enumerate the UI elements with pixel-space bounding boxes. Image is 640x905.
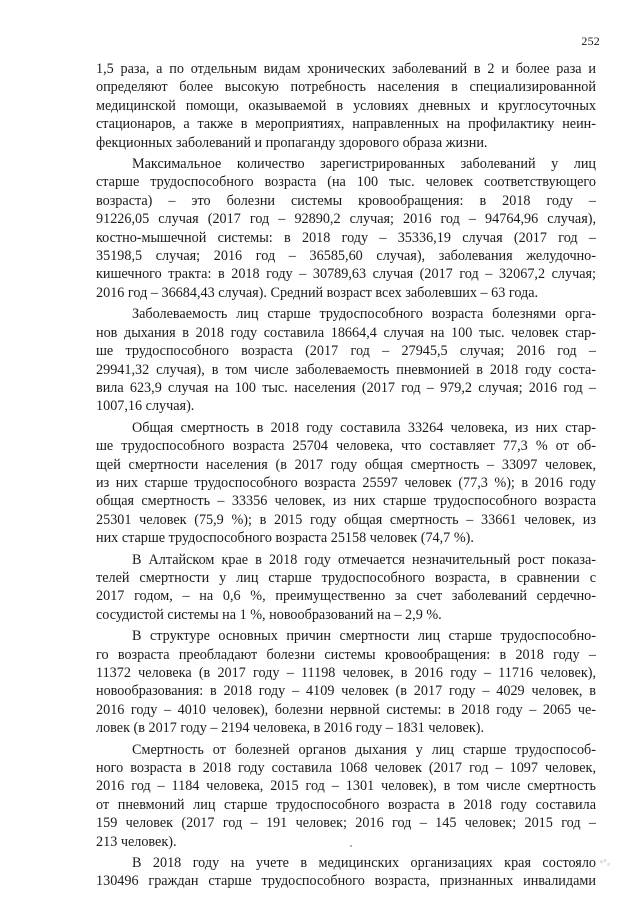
text-line: 159 человек (2017 год – 191 человек; 2016 год – 145 человек; 2015 год –	[96, 815, 596, 832]
paragraph	[96, 60, 596, 152]
text-line: го возраста преобладают болезни системы кровообращения: в 2018 году –	[96, 646, 596, 663]
text-line: Смертность от болезней органов дыхания у лиц старше трудоспособ-	[132, 741, 596, 758]
text-line: 35198,5 случая; 2016 год – 36585,60 случая), заболевания желудочно-	[96, 248, 596, 265]
text-line: костно-мышечной системы: в 2018 году – 35336,19 случая (2017 год –	[96, 229, 596, 246]
paragraph	[96, 627, 596, 737]
text-line: В Алтайском крае в 2018 году отмечается незначительный рост показа-	[132, 551, 596, 568]
text-line: медицинской помощи, оказываемой в условиях дневных и круглосуточных	[96, 97, 596, 114]
scan-dot	[350, 845, 352, 847]
text-line: 2016 году – 4010 человек), болезни нервной системы: в 2018 году – 2065 че-	[96, 701, 596, 718]
text-line: из них старше трудоспособного возраста 25597 человек (77,3 %); в 2016 году	[96, 474, 596, 491]
text-line: 1007,16 случая).	[96, 398, 195, 415]
text-line: вила 623,9 случая на 100 тыс. населения (2017 год – 979,2 случая; 2016 год –	[96, 379, 596, 396]
text-line: 1,5 раза, а по отдельным видам хронических заболеваний в 2 и более раза и	[96, 61, 596, 77]
text-line: Заболеваемость лиц старше трудоспособного возраста болезнями орга-	[132, 306, 596, 323]
page-number: 252	[581, 34, 600, 48]
body-text	[96, 60, 596, 891]
text-line: Максимальное количество зарегистрированных заболеваний у лиц	[132, 156, 596, 173]
text-line: 29941,32 случая), в том числе заболеваемость пневмонией в 2018 году соста-	[96, 361, 596, 378]
text-line: 130496 граждан старше трудоспособного возраста, признанных инвалидами	[96, 873, 596, 890]
text-line: нов дыхания в 2018 году составила 18664,4 случая на 100 тыс. человек стар-	[96, 324, 596, 341]
paragraph	[96, 305, 596, 415]
text-line: В 2018 году на учете в медицинских организациях края состояло	[132, 855, 596, 872]
text-line: них старше трудоспособного возраста 25158 человек (74,7 %).	[96, 530, 474, 547]
paragraph	[96, 741, 596, 851]
text-line: В структуре основных причин смертности лиц старше трудоспособно-	[132, 628, 596, 645]
text-line: ше трудоспособного возраста (2017 год – 27945,5 случая; 2016 год –	[96, 343, 596, 360]
text-line: определяют более высокую потребность населения в специализированной	[96, 79, 596, 96]
text-line: кишечного тракта: в 2018 году – 30789,63 случая (2017 год – 32067,2 случая;	[96, 266, 596, 283]
text-line: 2016 год – 36684,43 случая). Средний возраст всех заболевших – 63 года.	[96, 284, 539, 301]
text-line: 2017 годом, – на 0,6 %, преимущественно за счет заболеваний сердечно-	[96, 588, 596, 605]
text-line: старше трудоспособного возраста (на 100 тыс. человек соответствующего	[96, 174, 596, 191]
text-line: 91226,05 случая (2017 год – 92890,2 случая; 2016 год – 94764,96 случая),	[96, 211, 596, 228]
text-line: новообразования: в 2018 году – 4109 человек (в 2017 году – 4029 человек, в	[96, 683, 596, 700]
text-line: 213 человек).	[96, 833, 177, 850]
text-line: общая смертность – 33356 человек, из них старше трудоспособного возраста	[96, 493, 596, 510]
text-line: телей смертности у лиц старше трудоспособного возраста, в сравнении с	[96, 569, 596, 586]
text-line: 2016 год – 1184 человека, 2015 год – 1301 человек), в том числе смертность	[96, 778, 596, 795]
paragraph	[96, 854, 596, 891]
text-line: от пневмоний лиц старше трудоспособного возраста в 2018 году составила	[96, 796, 596, 813]
text-line: возраста) – это болезни системы кровообращения: в 2018 году –	[96, 192, 596, 209]
text-line: 25301 человек (75,9 %); в 2015 году общая смертность – 33661 человек, из	[96, 511, 596, 528]
scan-speck	[596, 857, 614, 869]
text-line: щей смертности населения (в 2017 году общая смертность – 33097 человек,	[96, 456, 596, 473]
text-line: сосудистой системы на 1 %, новообразований на – 2,9 %.	[96, 606, 442, 623]
text-line: 11372 человека (в 2017 году – 11198 человек, в 2016 году – 11716 человек),	[96, 665, 596, 681]
paragraph	[96, 155, 596, 302]
text-line: ловек (в 2017 году – 2194 человека, в 2016 году – 1831 человек).	[96, 720, 485, 737]
text-line: стационаров, а также в мероприятиях, направленных на профилактику неин-	[96, 116, 596, 133]
text-line: Общая смертность в 2018 году составила 33264 человека, из них стар-	[132, 419, 596, 436]
text-line: ше трудоспособного возраста 25704 человека, что составляет 77,3 % от об-	[96, 438, 596, 455]
paragraph	[96, 551, 596, 625]
text-line: фекционных заболеваний и пропаганду здорового образа жизни.	[96, 134, 488, 151]
text-line: ного возраста в 2018 году составила 1068 человек (2017 год – 1097 человек,	[96, 760, 596, 777]
paragraph	[96, 419, 596, 548]
